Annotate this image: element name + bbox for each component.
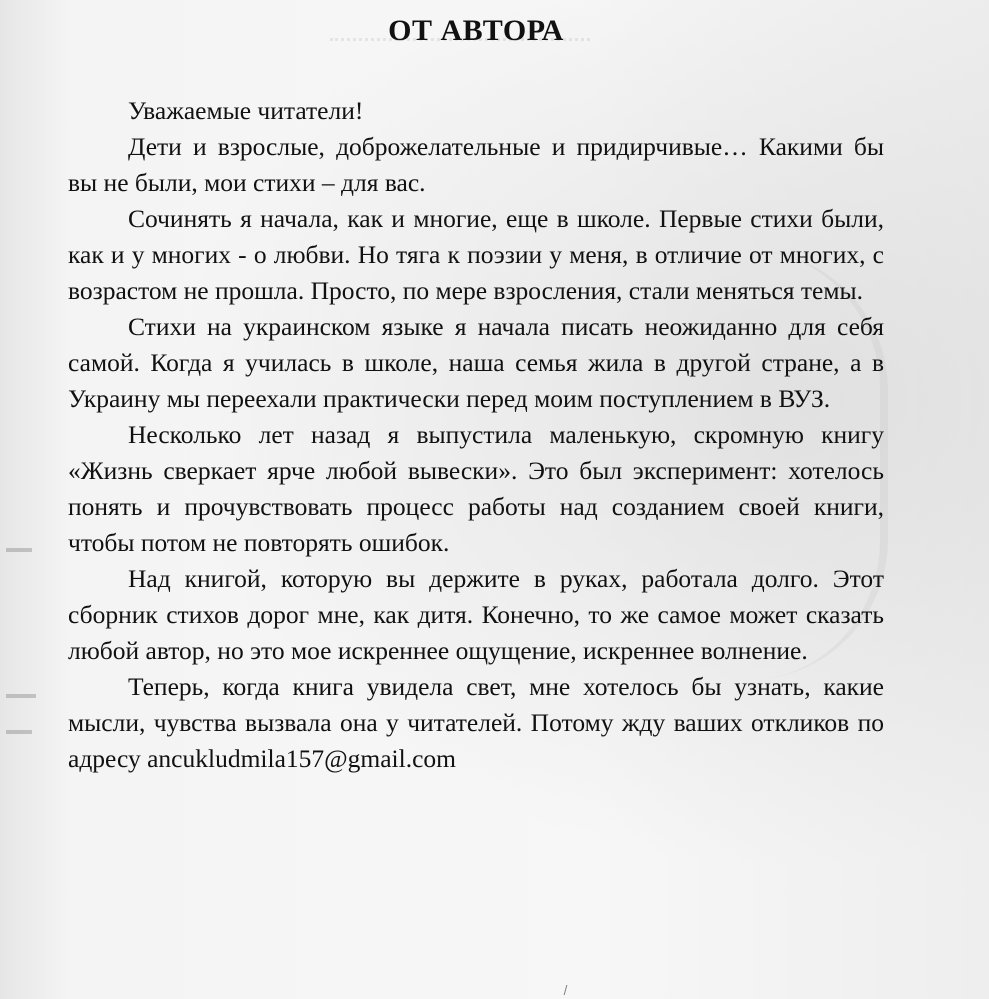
paragraph-feedback-request: Теперь, когда книга увидела свет, мне хотелось бы узнать, какие мысли, чувства вызвала она у читателей. Потому жду ваших откликов по адресу ancukludmila157@gmail.com — [68, 671, 884, 773]
page-title: ОТ АВТОРА — [388, 14, 564, 47]
author-foreword — [68, 14, 884, 777]
paragraph-this-collection: Над книгой, которую вы держите в руках, работала долго. Этот сборник стихов дорог мне, как дитя. Конечно, то же самое может сказать любой автор, но это мое искреннее ощущение, искреннее волнение. — [68, 563, 884, 665]
paragraph-greeting: Уважаемые читатели! — [128, 95, 364, 125]
edge-scrap — [6, 730, 32, 734]
paragraph-audience: Дети и взрослые, доброжелательные и придирчивые… Какими бы вы не были, мои стихи – для вас. — [68, 131, 884, 197]
paragraph-first-book: Несколько лет назад я выпустила маленькую, скромную книгу «Жизнь сверкает ярче любой вывески». Это был эксперимент: хотелось понять и прочувствовать процесс работы над созданием своей книги, чтобы потом не повторять ошибок. — [68, 419, 884, 557]
edge-scrap — [6, 694, 36, 698]
edge-scrap — [6, 548, 32, 552]
paragraph-beginnings: Сочинять я начала, как и многие, еще в школе. Первые стихи были, как и у многих - о любви. Но тяга к поэзии у меня, в отличие от многих, с возрастом не прошла. Просто, по мере взросления, стали меняться темы. — [68, 203, 884, 305]
page-edge-mark — [564, 985, 574, 995]
paragraph-ukrainian-poems: Стихи на украинском языке я начала писать неожиданно для себя самой. Когда я училась в школе, наша семья жила в другой стране, а в Украину мы переехали практически перед моим поступлением в ВУЗ. — [68, 311, 884, 413]
